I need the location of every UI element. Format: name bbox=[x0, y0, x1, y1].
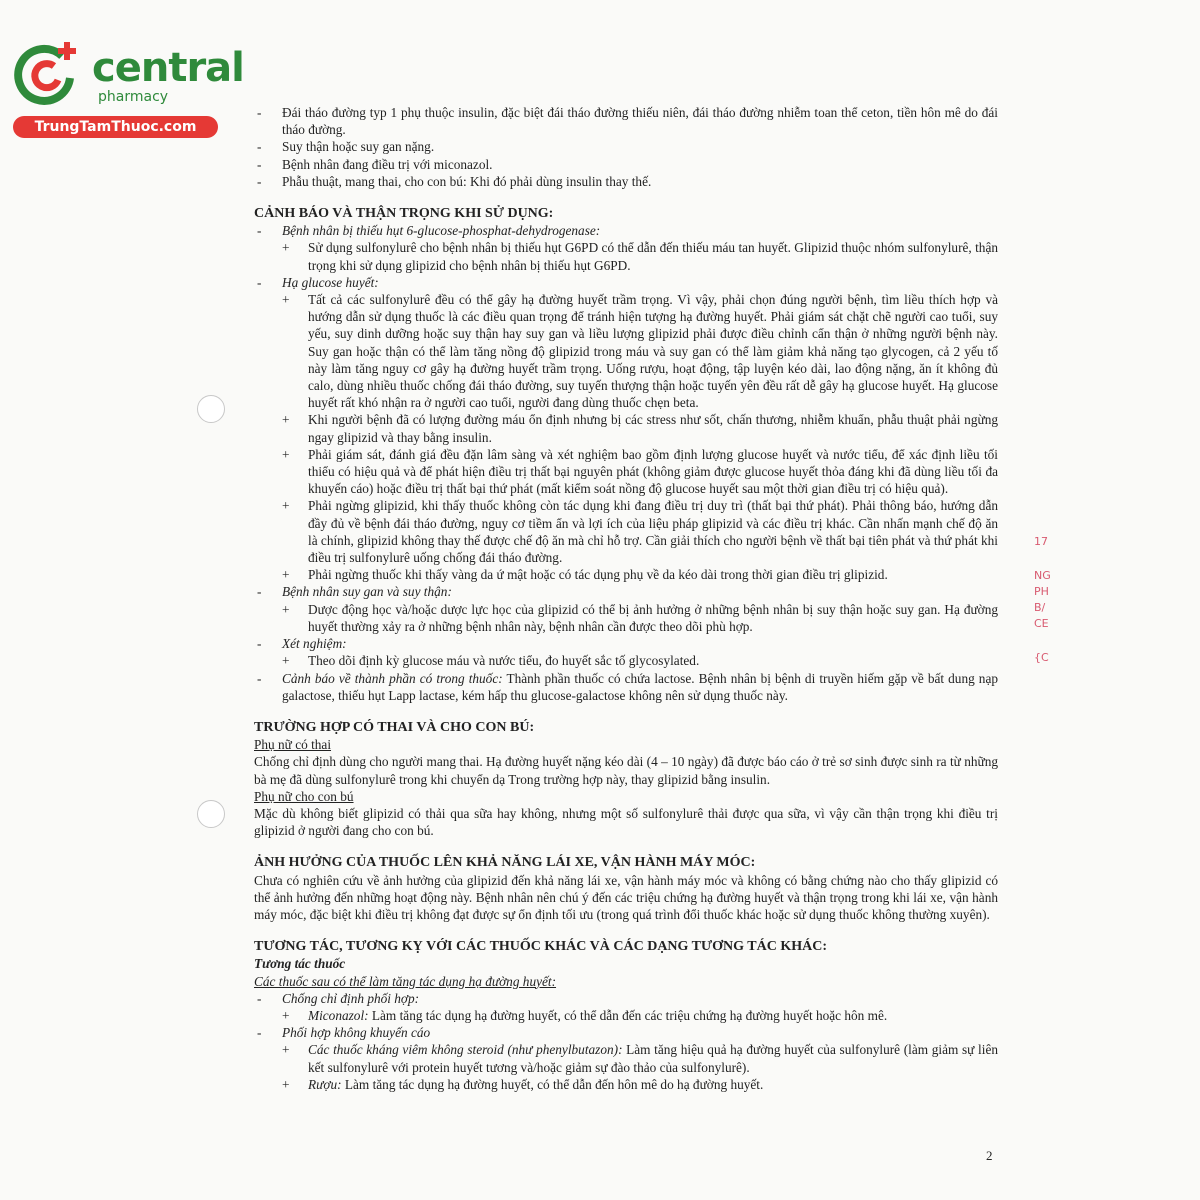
subsection-title: Phụ nữ cho con bú bbox=[254, 788, 354, 804]
plus-item bbox=[254, 1076, 998, 1093]
plus-item bbox=[254, 1041, 998, 1075]
drug-text: Làm tăng tác dụng hạ đường huyết, có thể dẫn đến hôn mê do hạ đường huyết. bbox=[341, 1076, 764, 1092]
drug-name: Các thuốc kháng viêm không steroid (như phenylbutazon): bbox=[308, 1042, 623, 1058]
paragraph: Mặc dù không biết glipizid có thải qua sữa hay không, nhưng một số sulfonylurê thải được qua sữa, vì vậy cần thận trọng khi điều trị glipizid ở người đang cho con bú. bbox=[254, 805, 998, 839]
contraindication-item: - Phẫu thuật, mang thai, cho con bú: Khi đó phải dùng insulin thay thế. bbox=[254, 173, 998, 190]
stamp-text: 17 bbox=[1034, 535, 1048, 548]
drug-name: Rượu: bbox=[308, 1076, 342, 1092]
excipient-warning bbox=[254, 670, 998, 704]
contraindication-item: - Đái tháo đường typ 1 phụ thuộc insulin, đặc biệt đái tháo đường thiếu niên, đái tháo đường nhiễm toan thể ceton, tiền hôn mê do đái tháo đường. bbox=[254, 104, 998, 138]
drug-text: Làm tăng tác dụng hạ đường huyết, có thể dẫn đến các triệu chứng hạ đường huyết hoặc hôn mê. bbox=[368, 1007, 888, 1023]
subsection-title: - Hạ glucose huyết: bbox=[254, 274, 998, 291]
plus-item: + Phải ngừng glipizid, khi thấy thuốc không còn tác dụng khi đang điều trị duy trì (thất bại thứ phát). Phải thông báo, hướng dẫn đầy đủ về bệnh đái tháo đường, nguy cơ tiềm ẩn và lợi ích của liệu pháp glipizid và các điều trị khác. Cần nhấn mạnh chế độ ăn là chính, glipizid không thay thế được chế độ ăn mà chỉ hỗ trợ. Cần giải thích cho người bệnh về thất bại tiên phát và thứ phát khi điều trị sulfonylurê uống chống đái tháo đường. bbox=[254, 497, 998, 566]
plus-item: + Sử dụng sulfonylurê cho bệnh nhân bị thiếu hụt G6PD có thể dẫn đến thiếu máu tan huyết. Glipizid thuộc nhóm sulfonylurê, thận trọng khi sử dụng glipizid cho bệnh nhân bị thiếu hụt G6PD. bbox=[254, 239, 998, 273]
paragraph: Chống chỉ định dùng cho người mang thai. Hạ đường huyết nặng kéo dài (4 – 10 ngày) đã được báo cáo ở trẻ sơ sinh được sinh ra từ những bà mẹ đã dùng sulfonylurê trong khi chuyển dạ Trong trường hợp này, thay glipizid bằng insulin. bbox=[254, 754, 998, 787]
subsection-title: - Chống chỉ định phối hợp: bbox=[254, 990, 998, 1007]
central-pharmacy-logo bbox=[10, 38, 244, 138]
subsection-title: - Bệnh nhân suy gan và suy thận: bbox=[254, 583, 998, 600]
paragraph: Chưa có nghiên cứu về ảnh hưởng của glipizid đến khả năng lái xe, vận hành máy móc và không có bằng chứng nào cho thấy glipizid có thể ảnh hưởng đến những hoạt động này. Bệnh nhân nên chú ý đến các triệu chứng hạ đường huyết và thận trọng trong khi lái xe, vận hành máy móc, đặc biệt khi điều trị không đạt được sự ổn định tối ưu (trong quá trình đổi thuốc khác hoặc sử dụng thuốc không thường xuyên). bbox=[254, 872, 998, 922]
red-stamp-edge bbox=[1034, 535, 1060, 695]
subsection-title: - Phối hợp không khuyến cáo bbox=[254, 1024, 998, 1041]
plus-item bbox=[254, 1007, 998, 1024]
stamp-text: CE bbox=[1034, 617, 1049, 630]
punch-hole-top bbox=[197, 395, 225, 423]
pharmacy-cross-logo-icon bbox=[10, 38, 82, 110]
subsection-title: Tương tác thuốc bbox=[254, 956, 346, 972]
stamp-text: B/ bbox=[1034, 601, 1046, 614]
logo-sub: pharmacy bbox=[98, 89, 169, 105]
subsection-title: - Xét nghiệm: bbox=[254, 635, 998, 652]
section-heading: CẢNH BÁO VÀ THẬN TRỌNG KHI SỬ DỤNG: bbox=[254, 206, 554, 222]
contraindication-item: - Bệnh nhân đang điều trị với miconazol. bbox=[254, 156, 998, 173]
page-number: 2 bbox=[986, 1148, 993, 1163]
section-heading: ẢNH HƯỞNG CỦA THUỐC LÊN KHẢ NĂNG LÁI XE, VẬN HÀNH MÁY MÓC: bbox=[254, 855, 756, 871]
excipient-text: Thành phần thuốc có chứa lactose. Bệnh nhân bị bệnh di truyền hiếm gặp về bất dung nạp galactose, thiếu hụt Lapp lactase, kém hấp thu glucose-galactose không nên sử dụng thuốc này. bbox=[282, 670, 998, 703]
subsection-title: Phụ nữ có thai bbox=[254, 737, 332, 753]
plus-item: + Theo dõi định kỳ glucose máu và nước tiểu, đo huyết sắc tố glycosylated. bbox=[254, 652, 998, 669]
plus-item: + Dược động học và/hoặc dược lực học của glipizid có thể bị ảnh hưởng ở những bệnh nhân bị suy thận hoặc suy gan. Hạ đường huyết thường xảy ra ở những bệnh nhân này, bệnh nhân cần được theo dõi phù hợp. bbox=[254, 601, 998, 635]
logo-brand: central bbox=[92, 45, 244, 91]
stamp-text: {C bbox=[1034, 651, 1049, 664]
subsection-title: - Bệnh nhân bị thiếu hụt 6-glucose-phosphat-dehydrogenase: bbox=[254, 222, 998, 239]
plus-item: + Phải giám sát, đánh giá đều đặn lâm sàng và xét nghiệm bao gồm định lượng glucose huyết và nước tiểu, để xác định liều tối thiểu có hiệu quả và để phát hiện điều trị thất bại nguyên phát (không giảm được glucose huyết thỏa đáng khi đã dùng liều tối đa khuyến cáo) hoặc điều trị thất bại thứ phát (mất kiểm soát nồng độ glucose huyết sau một thời gian điều trị có hiệu quả). bbox=[254, 446, 998, 498]
plus-item: + Tất cả các sulfonylurê đều có thể gây hạ đường huyết trầm trọng. Vì vậy, phải chọn đúng người bệnh, tìm liều thích hợp và hướng dẫn sử dụng thuốc là các điều quan trọng để tránh hiện tượng hạ đường huyết. Phải giám sát chặt chẽ người cao tuổi, suy yếu, suy dinh dưỡng hoặc suy thận hay suy gan và liều lượng glipizid phải được điều chỉnh cẩn thận ở những người bệnh này. Suy gan hoặc thận có thể làm tăng nồng độ glipizid trong máu và suy gan có thể làm giảm khả năng tạo glycogen, cả 2 yếu tố này làm tăng nguy cơ gây hạ đường huyết trầm trọng. Uống rượu, hoạt động, tập luyện kéo dài, lao động nặng, ăn ít không đủ calo, dùng nhiều thuốc chống đái tháo đường, suy tuyến thượng thận hoặc tuyến yên đều rất dễ gây hạ glucose huyết. Hạ glucose huyết rất khó nhận ra ở người cao tuổi, người đang dùng thuốc chẹn beta. bbox=[254, 291, 998, 411]
document-page bbox=[254, 104, 998, 1093]
logo-url: TrungTamThuoc.com bbox=[13, 116, 218, 138]
stamp-text: NG bbox=[1034, 569, 1051, 582]
excipient-title: Cảnh báo về thành phần có trong thuốc: bbox=[282, 670, 503, 686]
drug-name: Miconazol: bbox=[308, 1007, 369, 1023]
punch-hole-bottom bbox=[197, 800, 225, 828]
section-heading: TƯƠNG TÁC, TƯƠNG KỴ VỚI CÁC THUỐC KHÁC VÀ CÁC DẠNG TƯƠNG TÁC KHÁC: bbox=[254, 939, 828, 955]
plus-item: + Khi người bệnh đã có lượng đường máu ổn định nhưng bị các stress như sốt, chấn thương, nhiễm khuẩn, phẫu thuật phải ngừng ngay glipizid và thay bằng insulin. bbox=[254, 411, 998, 445]
subsection-title: Các thuốc sau có thể làm tăng tác dụng hạ đường huyết: bbox=[254, 973, 557, 989]
drug-text: Làm tăng hiệu quả hạ đường huyết của sulfonylurê (làm giảm sự liên kết sulfonylurê với protein huyết tương và/hoặc giảm sự đào thảo của sulfonylurê). bbox=[308, 1042, 998, 1075]
plus-item: + Phải ngừng thuốc khi thấy vàng da ứ mật hoặc có tác dụng phụ về da kéo dài trong thời gian điều trị glipizid. bbox=[254, 566, 998, 583]
contraindication-item: - Suy thận hoặc suy gan nặng. bbox=[254, 138, 998, 155]
section-heading: TRƯỜNG HỢP CÓ THAI VÀ CHO CON BÚ: bbox=[254, 719, 535, 735]
stamp-text: PH bbox=[1034, 585, 1049, 598]
